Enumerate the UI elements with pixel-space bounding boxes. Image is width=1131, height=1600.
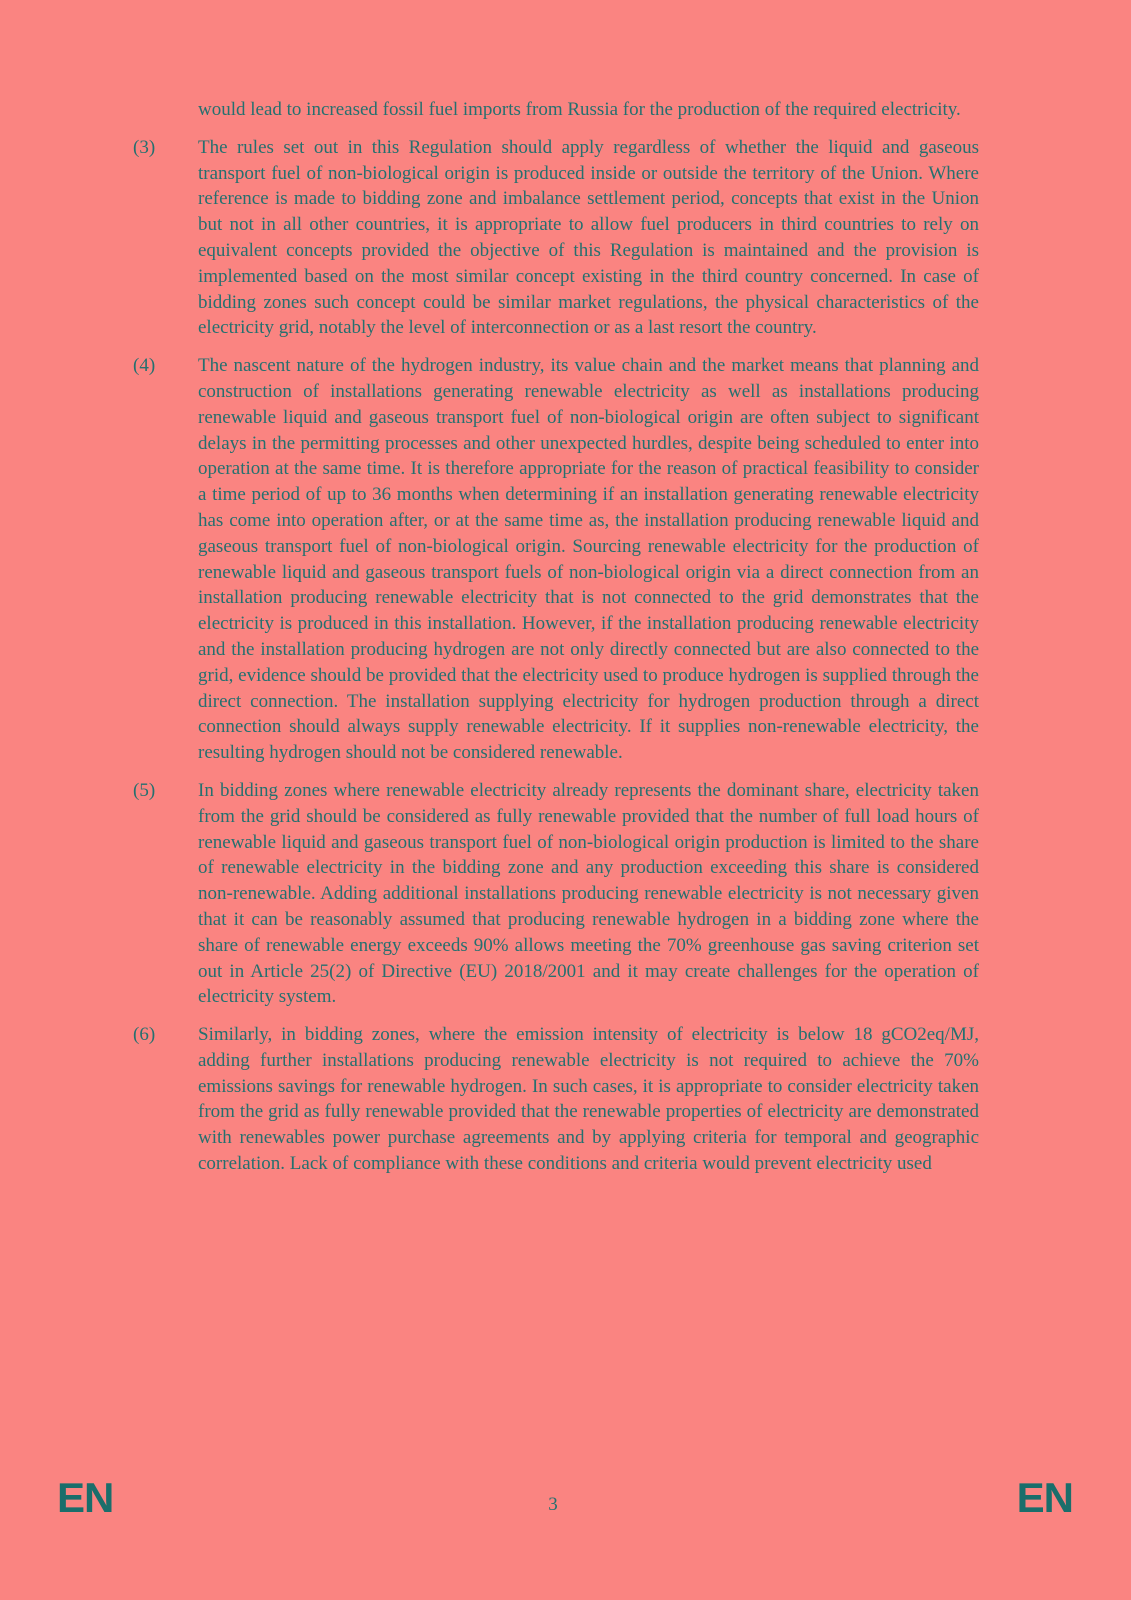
paragraph-text: Similarly, in bidding zones, where the emission intensity of electricity is below 18 gCO2eq/MJ, adding further installations producing renewable electricity is not required to achieve the 70% emissions savings for renewable hydrogen. In such cases, it is appropriate to consider electricity taken from the grid as fully renewable provided that the renewable properties of electricity are demonstrated with renewables power purchase agreements and by applying criteria for temporal and geographic correlation. Lack of compliance with these conditions and criteria would prevent electricity used	[198, 1024, 979, 1175]
paragraph-text: The nascent nature of the hydrogen industry, its value chain and the market means that planning and construction of installations generating renewable electricity as well as installations producing renewable liquid and gaseous transport fuel of non-biological origin are often subject to significant delays in the permitting processes and other unexpected hurdles, despite being scheduled to enter into operation at the same time. It is therefore appropriate for the reason of practical feasibility to consider a time period of up to 36 months when determining if an installation generating renewable electricity has come into operation after, or at the same time as, the installation producing renewable liquid and gaseous transport fuel of non-biological origin. Sourcing renewable electricity for the production of renewable liquid and gaseous transport fuels of non-biological origin via a direct connection from an installation producing renewable electricity that is not connected to the grid demonstrates that the electricity is produced in this installation. However, if the installation producing renewable electricity and the installation producing hydrogen are not only directly connected but are also connected to the grid, evidence should be provided that the electricity used to produce hydrogen is supplied through the direct connection. The installation supplying electricity for hydrogen production through a direct connection should always supply renewable electricity. If it supplies non-renewable electricity, the resulting hydrogen should not be considered renewable.	[198, 355, 979, 764]
paragraph-text: In bidding zones where renewable electricity already represents the dominant share, electricity taken from the grid should be considered as fully renewable provided that the number of full load hours of renewable liquid and gaseous transport fuel of non-biological origin production is limited to the share of renewable electricity in the bidding zone and any production exceeding this share is considered non-renewable. Adding additional installations producing renewable electricity is not necessary given that it can be reasonably assumed that producing renewable hydrogen in a bidding zone where the share of renewable energy exceeds 90% allows meeting the 70% greenhouse gas saving criterion set out in Article 25(2) of Directive (EU) 2018/2001 and it may create challenges for the operation of electricity system.	[198, 779, 979, 1008]
paragraph-number: (4)	[133, 355, 156, 377]
footer-language-left: EN	[57, 1474, 114, 1521]
footer-language-right: EN	[1016, 1474, 1073, 1521]
page-number: 3	[548, 1494, 558, 1515]
document-body	[133, 97, 979, 1189]
numbered-paragraph-5	[133, 778, 979, 1010]
paragraph-number: (5)	[133, 779, 156, 801]
paragraph-continuation: would lead to increased fossil fuel imports from Russia for the production of the required electricity.	[198, 99, 961, 120]
paragraph-text: The rules set out in this Regulation should apply regardless of whether the liquid and gaseous transport fuel of non-biological origin is produced inside or outside the territory of the Union. Where reference is made to bidding zone and imbalance settlement period, concepts that exist in the Union but not in all other countries, it is appropriate to allow fuel producers in third countries to rely on equivalent concepts provided the objective of this Regulation is maintained and the provision is implemented based on the most similar concept existing in the third country concerned. In case of bidding zones such concept could be similar market regulations, the physical characteristics of the electricity grid, notably the level of interconnection or as a last resort the country.	[198, 136, 979, 339]
numbered-paragraph-4	[133, 353, 979, 766]
paragraph-number: (3)	[133, 136, 156, 158]
numbered-paragraph-6	[133, 1022, 979, 1177]
paragraph-number: (6)	[133, 1024, 156, 1046]
numbered-paragraph-3	[133, 135, 979, 341]
